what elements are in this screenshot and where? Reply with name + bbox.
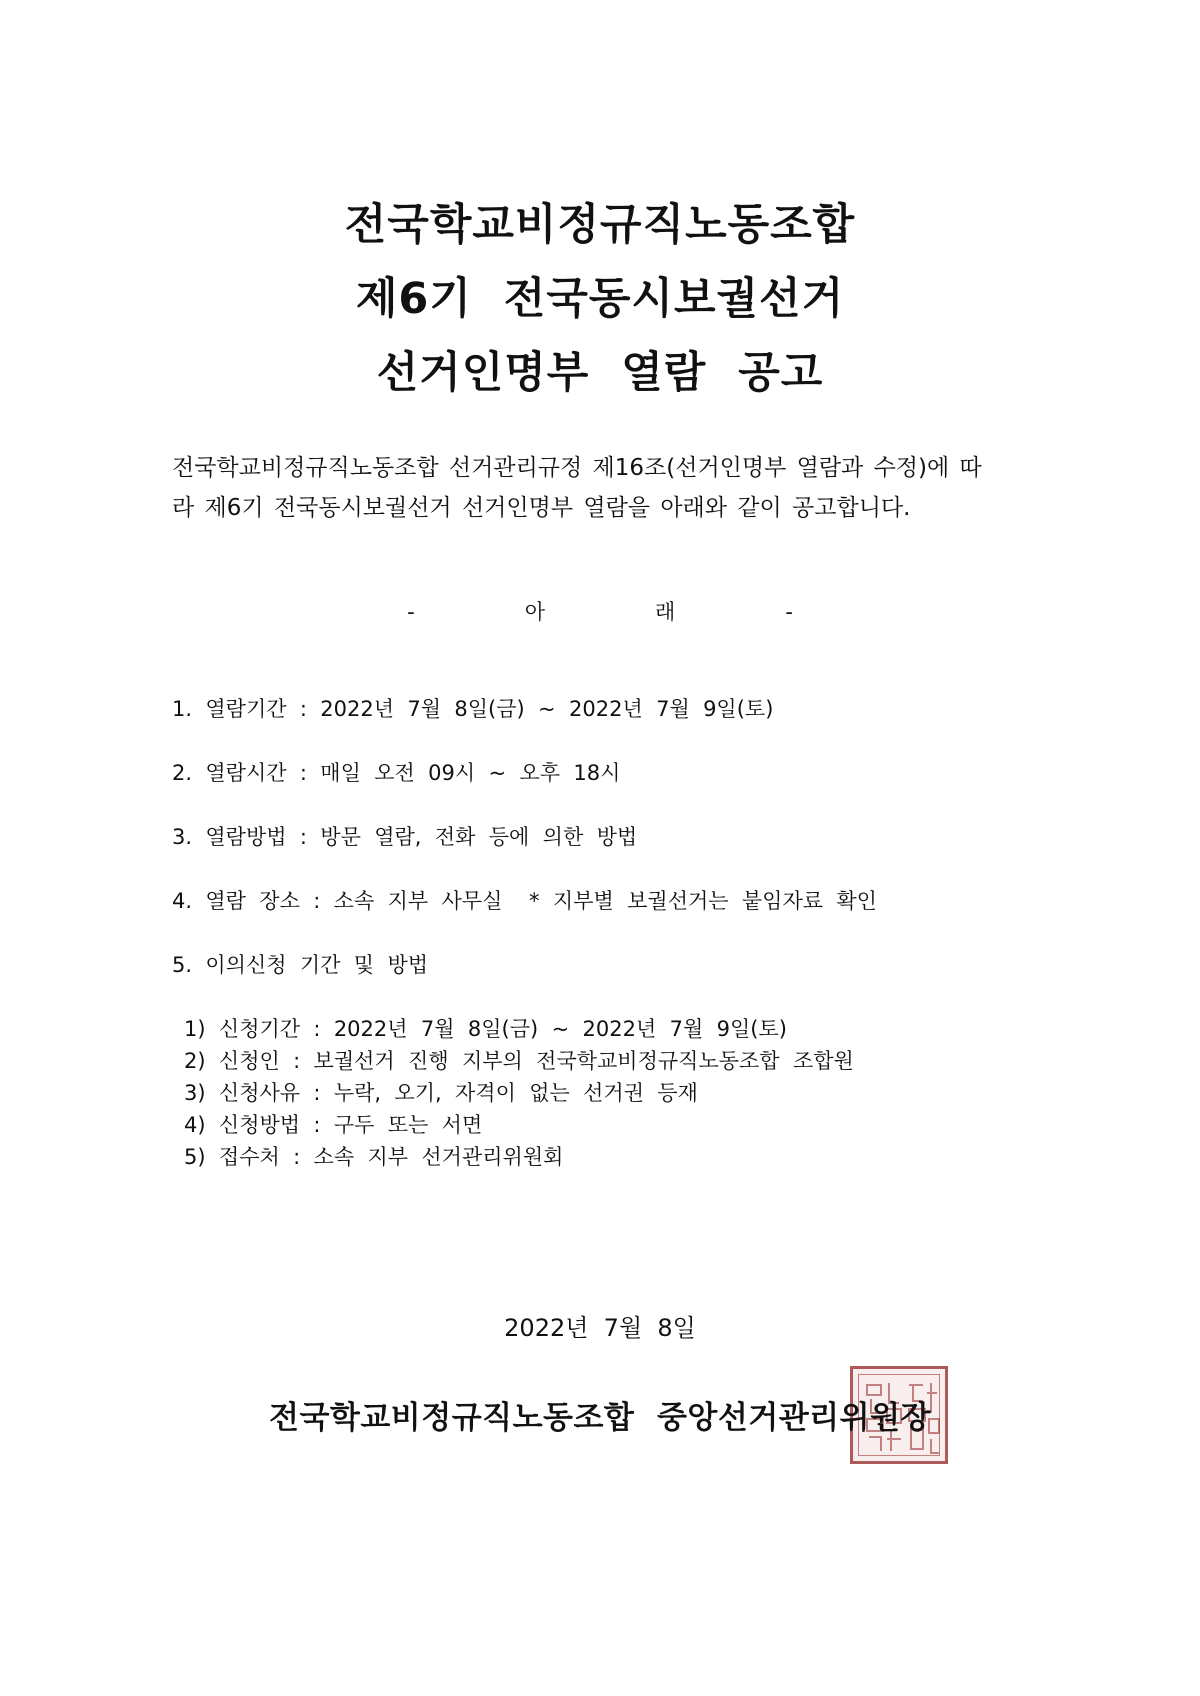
title-line-3: 선거인명부 열람 공고 — [376, 348, 824, 398]
sub-item-application-period: 1) 신청기간 : 2022년 7월 8일(금) ~ 2022년 7월 9일(토) — [184, 1017, 787, 1041]
intro-line-2: 라 제6기 전국동시보궐선거 선거인명부 열람을 아래와 같이 공고합니다. — [172, 495, 911, 521]
list-item-method: 3. 열람방법 : 방문 열람, 전화 등에 의한 방법 — [172, 825, 638, 849]
document-title — [0, 188, 1200, 410]
title-line-2: 제6기 전국동시보궐선거 — [355, 274, 845, 324]
sub-item-reason: 3) 신청사유 : 누락, 오기, 자격이 없는 선거권 등재 — [184, 1081, 698, 1105]
intro-line-1: 전국학교비정규직노동조합 선거관리규정 제16조(선거인명부 열람과 수정)에 따 — [172, 455, 982, 481]
section-divider-label: - 아 래 - — [407, 600, 793, 624]
sub-item-receiver: 5) 접수처 : 소속 지부 선거관리위원회 — [184, 1145, 564, 1169]
list-item-objection: 5. 이의신청 기간 및 방법 — [172, 953, 429, 977]
list-item-period: 1. 열람기간 : 2022년 7월 8일(금) ~ 2022년 7월 9일(토) — [172, 697, 774, 721]
title-line-1: 전국학교비정규직노동조합 — [344, 200, 856, 250]
list-item-location: 4. 열람 장소 : 소속 지부 사무실 * 지부별 보궐선거는 붙임자료 확인 — [172, 889, 877, 913]
sub-item-applicant: 2) 신청인 : 보궐선거 진행 지부의 전국학교비정규직노동조합 조합원 — [184, 1049, 854, 1073]
sub-item-method: 4) 신청방법 : 구두 또는 서면 — [184, 1113, 483, 1137]
intro-paragraph — [172, 448, 1042, 528]
list-item-hours: 2. 열람시간 : 매일 오전 09시 ~ 오후 18시 — [172, 761, 621, 785]
signature-line: 전국학교비정규직노동조합 중앙선거관리위원장 — [269, 1400, 931, 1436]
announcement-date: 2022년 7월 8일 — [504, 1314, 696, 1342]
